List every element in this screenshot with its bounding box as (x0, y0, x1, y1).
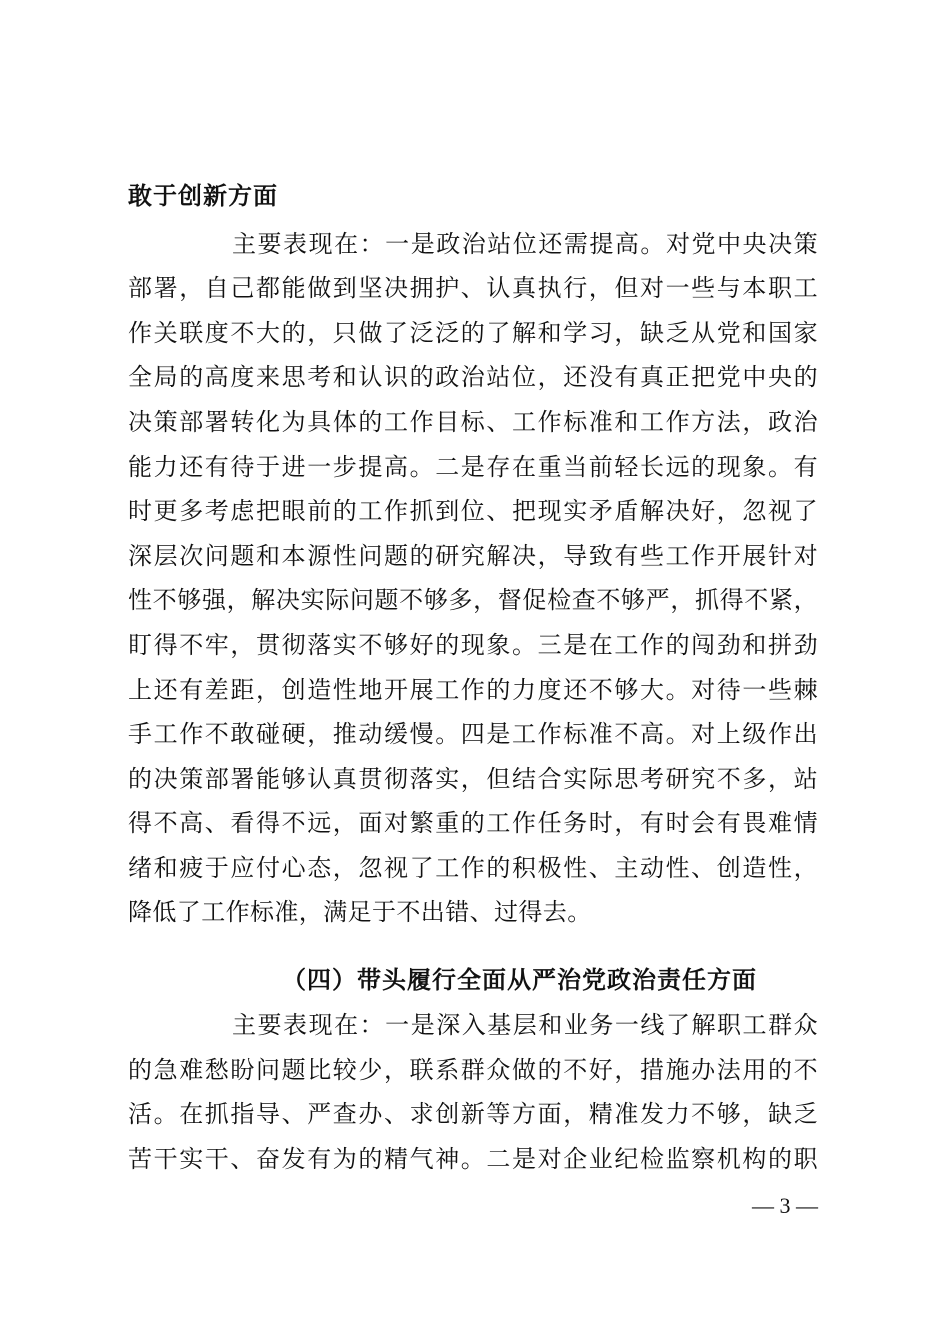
paragraph-line: 手工作不敢碰硬，推动缓慢。四是工作标准不高。对上级作出 (128, 720, 818, 748)
paragraph-line: 全局的高度来思考和认识的政治站位，还没有真正把党中央的 (128, 363, 818, 391)
paragraph-line: 上还有差距，创造性地开展工作的力度还不够大。对待一些棘 (128, 676, 818, 704)
paragraph-line: 决策部署转化为具体的工作目标、工作标准和工作方法，政治 (128, 408, 818, 436)
page-number: — 3 — (752, 1193, 818, 1218)
paragraph-line: 的决策部署能够认真贯彻落实，但结合实际思考研究不多，站 (128, 765, 818, 793)
section-heading-fragment: 敢于创新方面 (128, 181, 278, 210)
paragraph-line: 苦干实干、奋发有为的精气神。二是对企业纪检监察机构的职 (128, 1145, 818, 1173)
paragraph-line: 主要表现在：一是深入基层和业务一线了解职工群众 (232, 1011, 818, 1039)
paragraph-line: 绪和疲于应付心态，忽视了工作的积极性、主动性、创造性， (128, 854, 818, 882)
paragraph-line: 的急难愁盼问题比较少，联系群众做的不好，措施办法用的不 (128, 1056, 818, 1084)
paragraph-line: 深层次问题和本源性问题的研究解决，导致有些工作开展针对 (128, 542, 818, 570)
paragraph-line: 部署，自己都能做到坚决拥护、认真执行，但对一些与本职工 (128, 274, 818, 302)
paragraph-line: 活。在抓指导、严查办、求创新等方面，精准发力不够，缺乏 (128, 1100, 818, 1128)
paragraph-line: 降低了工作标准，满足于不出错、过得去。 (128, 898, 592, 926)
paragraph-line: 能力还有待于进一步提高。二是存在重当前轻长远的现象。有 (128, 453, 818, 481)
paragraph-line: 时更多考虑把眼前的工作抓到位、把现实矛盾解决好，忽视了 (128, 497, 818, 525)
paragraph-line: 得不高、看得不远，面对繁重的工作任务时，有时会有畏难情 (128, 809, 818, 837)
paragraph-line: 主要表现在：一是政治站位还需提高。对党中央决策 (232, 230, 818, 258)
paragraph-line: 盯得不牢，贯彻落实不够好的现象。三是在工作的闯劲和拼劲 (128, 631, 818, 659)
paragraph-line: 作关联度不大的，只做了泛泛的了解和学习，缺乏从党和国家 (128, 319, 818, 347)
paragraph-line: 性不够强，解决实际问题不够多，督促检查不够严，抓得不紧， (128, 586, 818, 614)
section-heading: （四）带头履行全面从严治党政治责任方面 (282, 965, 757, 994)
